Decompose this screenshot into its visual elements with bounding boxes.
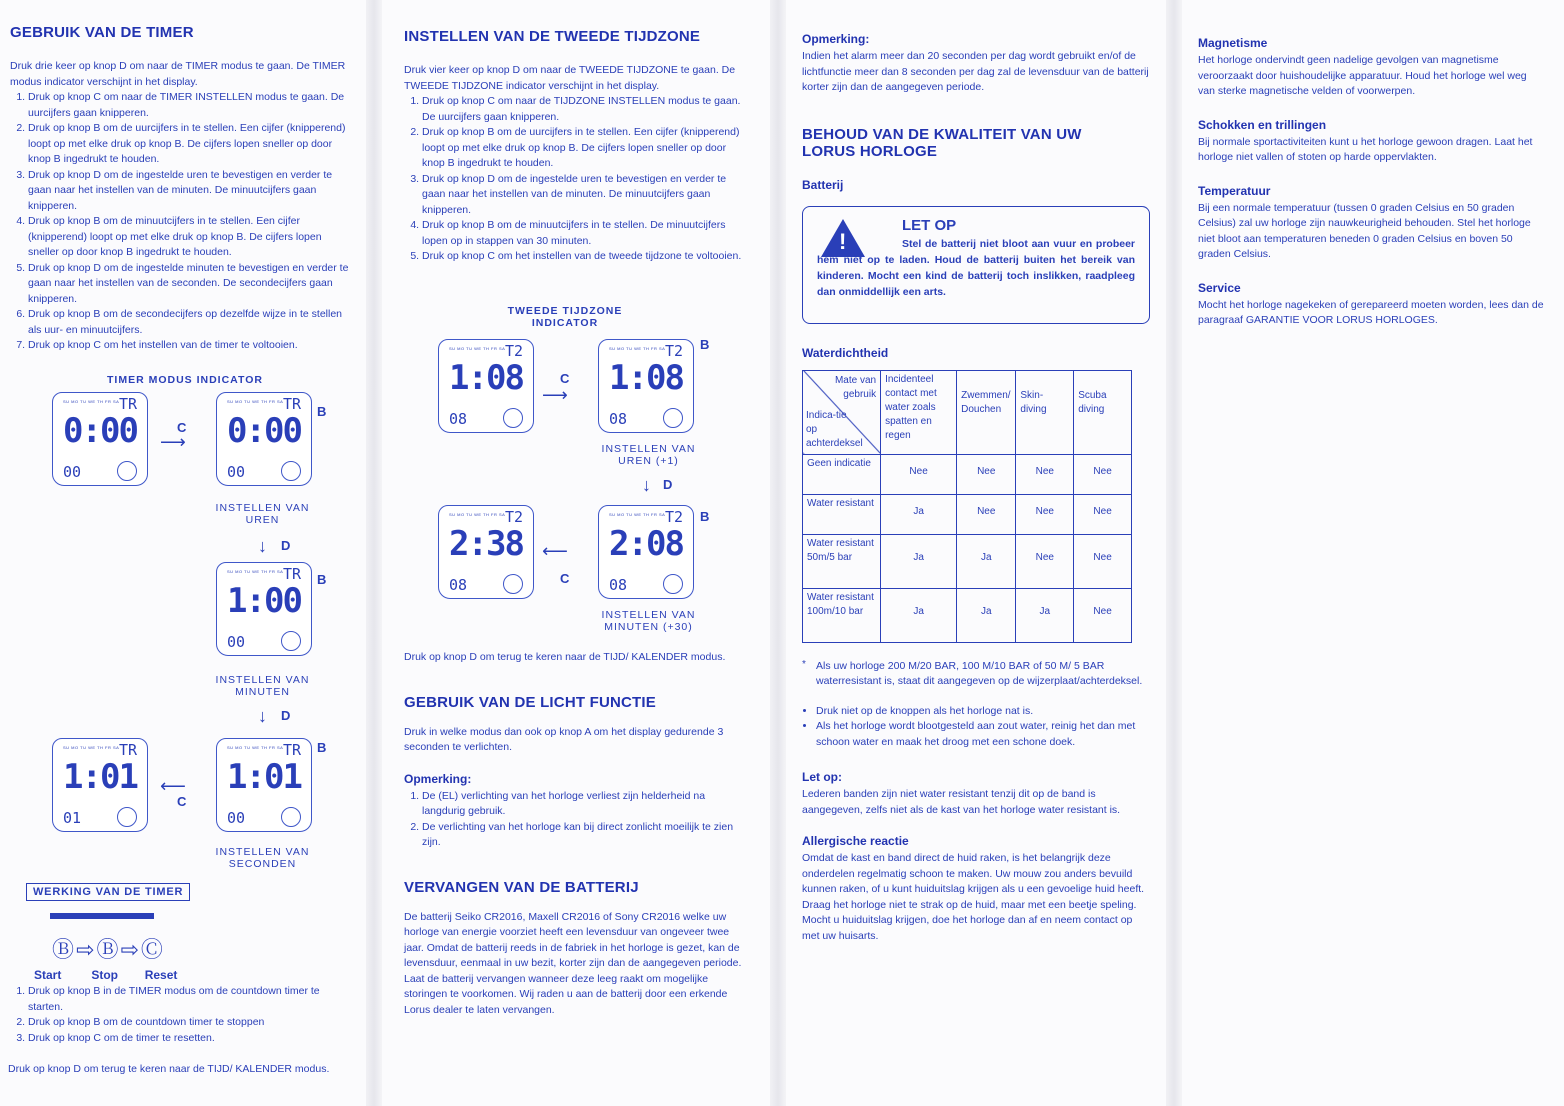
small-digits: 00 — [227, 633, 246, 651]
tijdzone-diagram — [380, 305, 770, 645]
day-indicators: SU MO TU WE TH FR SA — [227, 745, 284, 750]
arrow-right-icon: ⟶ — [542, 385, 568, 405]
watch-display — [52, 392, 148, 486]
allergie-title: Allergische reactie — [802, 834, 909, 848]
button-c-label: C — [560, 371, 570, 386]
table-cell: Ja — [881, 588, 957, 642]
tijdzone-outro: Druk op knop D om terug te keren naar de TIJD/ KALENDER modus. — [404, 651, 726, 663]
allergie-text: Omdat de kast en band direct de huid raken, is het belangrijk deze onderdelen regelmatig schoon te maken. Uw mouw zou anders bevuild kunnen raken, of u kunt huiduitslag krijgen als u een gevoelige huid heeft. Draag het horloge niet te strak op de huid, maar met een beetje speling. Mocht u huiduitslag krijgen, doe het horloge dan af en neem contact op met uw huisarts. — [802, 852, 1145, 942]
table-cell: Ja — [957, 588, 1016, 642]
sequence-labels — [34, 968, 356, 982]
dial-icon — [281, 807, 301, 827]
warning-icon: ! — [821, 219, 865, 257]
list-item: 5. Druk op knop C om het instellen van de tweede tijdzone te voltooien. — [422, 249, 750, 265]
dial-icon — [503, 408, 523, 428]
time-digits: 2:38 — [449, 524, 523, 564]
table-cell: Nee — [1074, 454, 1132, 494]
dial-icon — [281, 631, 301, 651]
button-d-label: D — [663, 477, 673, 492]
tijdzone-steps — [404, 94, 750, 265]
list-item: 2. Druk op knop B om de countdown timer te stoppen — [28, 1015, 348, 1031]
list-item: 1. Druk op knop C om naar de TIJDZONE INSTELLEN modus te gaan. De uurcijfers gaan knipperen. — [422, 94, 750, 125]
list-item: 1. Druk op knop B in de TIMER modus om de countdown timer te starten. — [28, 984, 348, 1015]
panel-kwaliteit — [780, 0, 1170, 1106]
timer-diagram — [0, 372, 365, 872]
temperatuur-text: Bij een normale temperatuur (tussen 0 graden Celsius en 50 graden Celsius) zal uw horloge zijn nauwkeurigheid behouden. Stel het horloge niet bloot aan temperaturen beneden 0 graden Celsius en boven 50 graden Celsius. — [1198, 201, 1531, 260]
arrow-right-icon: ⇨ — [120, 937, 141, 962]
button-b-label: B — [700, 509, 710, 524]
tijdzone-intro: Druk vier keer op knop D om naar de TWEEDE TIJDZONE te gaan. De TWEEDE TIJDZONE indicator verschijnt in het display. — [404, 64, 736, 92]
list-item: 2. Druk op knop B om de uurcijfers in te stellen. Een cijfer (knipperend) loopt op met elke druk op knop B. De cijfers lopen sneller op door knop B ingedrukt te houden. — [422, 125, 750, 172]
werking-section — [26, 882, 356, 982]
button-d-label: D — [281, 538, 291, 553]
letop-text: Lederen banden zijn niet water resistant tenzij dit op de band is aangegeven, zelfs niet als de kast van het horloge water resistant is. — [802, 788, 1121, 816]
warning-box — [802, 206, 1150, 324]
table-row-label: Water resistant 50m/5 bar — [803, 534, 881, 588]
button-c-label: C — [560, 571, 570, 586]
label-instellen-minuten: INSTELLEN VAN MINUTEN — [215, 674, 310, 698]
werking-steps — [10, 984, 348, 1046]
dial-icon — [281, 461, 301, 481]
table-cell: Nee — [1074, 534, 1132, 588]
time-digits: 0:00 — [227, 411, 301, 451]
list-item: 3. Druk op knop D om de ingestelde uren te bevestigen en verder te gaan naar het instellen van de minuten. De minuutcijfers gaan knipperen. — [422, 172, 750, 219]
timer-title: GEBRUIK VAN DE TIMER — [10, 24, 194, 41]
water-resistance-table — [802, 370, 1132, 643]
small-digits: 08 — [449, 576, 468, 594]
table-header-cell: Skin-diving — [1016, 370, 1074, 454]
water-bullets — [802, 704, 1150, 751]
mode-indicator: T2 — [664, 342, 683, 360]
table-header-cell: Incidenteel contact met water zoals spatten en regen — [881, 370, 957, 454]
stop-label: Stop — [91, 968, 119, 982]
small-digits: 00 — [227, 809, 246, 827]
table-cell: Nee — [1074, 588, 1132, 642]
small-digits: 08 — [449, 410, 468, 428]
schokken-text: Bij normale sportactiviteiten kunt u het horloge gewoon dragen. Laat het horloge niet vallen of stoten op harde oppervlakten. — [1198, 135, 1533, 163]
table-row-label: Geen indicatie — [803, 454, 881, 494]
dial-icon — [117, 807, 137, 827]
werking-title: WERKING VAN DE TIMER — [26, 883, 190, 901]
mode-indicator: TR — [282, 565, 301, 583]
small-digits: 01 — [63, 809, 82, 827]
table-cell: Nee — [1074, 494, 1132, 534]
day-indicators: SU MO TU WE TH FR SA — [63, 745, 120, 750]
watch-display — [438, 339, 534, 433]
mode-indicator: TR — [118, 741, 137, 759]
arrow-down-icon: ↓ — [258, 536, 267, 556]
list-item: • Druk niet op de knoppen als het horloge nat is. — [816, 704, 1150, 720]
mode-indicator: T2 — [504, 508, 523, 526]
arrow-right-icon: ⟶ — [160, 432, 186, 452]
table-cell: Ja — [1016, 588, 1074, 642]
mode-indicator: TR — [282, 741, 301, 759]
service-title: Service — [1198, 280, 1241, 295]
table-cell: Ja — [881, 534, 957, 588]
small-digits: 08 — [609, 576, 628, 594]
schokken-title: Schokken en trillingen — [1198, 117, 1327, 132]
letop-title: Let op: — [802, 770, 842, 784]
table-row — [803, 494, 1132, 534]
time-digits: 1:00 — [227, 581, 301, 621]
panel-onderhoud — [1180, 0, 1564, 1106]
licht-text: Druk in welke modus dan ook op knop A om het display gedurende 3 seconden te verlichten. — [404, 725, 724, 753]
table-row-label: Water resistant — [803, 494, 881, 534]
timer-intro: Druk drie keer op knop D om naar de TIMER modus te gaan. De TIMER modus indicator verschijnt in het display. — [10, 60, 346, 88]
watch-display — [216, 738, 312, 832]
time-digits: 2:08 — [609, 524, 683, 564]
dial-icon — [663, 408, 683, 428]
timer-steps — [10, 90, 355, 354]
table-cell: Nee — [957, 454, 1016, 494]
licht-opmerking-title: Opmerking: — [404, 771, 472, 786]
waterdichtheid-title: Waterdichtheid — [802, 345, 889, 360]
timer-indicator-label: TIMER MODUS INDICATOR — [107, 374, 263, 386]
button-c-label: C — [177, 794, 187, 809]
arrow-down-icon: ↓ — [642, 475, 651, 495]
day-indicators: SU MO TU WE TH FR SA — [63, 399, 120, 404]
list-item: 6. Druk op knop B om de secondecijfers op dezelfde wijze in te stellen als uur- en minuutcijfers. — [28, 307, 355, 338]
button-sequence — [52, 933, 356, 964]
list-item: 1. De (EL) verlichting van het horloge verliest zijn helderheid na langdurig gebruik. — [422, 789, 750, 820]
table-row — [803, 370, 1132, 454]
mode-indicator: T2 — [504, 342, 523, 360]
timer-outro: Druk op knop D om terug te keren naar de TIJD/ KALENDER modus. — [8, 1063, 330, 1075]
magnetisme-text: Het horloge ondervindt geen nadelige gevolgen van magnetisme veroorzaakt door huishoudelijke apparatuur. Houd het horloge wel weg van sterke magnetische velden of voorwerpen. — [1198, 54, 1527, 97]
table-header-cell: Zwemmen/ Douchen — [957, 370, 1016, 454]
time-digits: 1:08 — [609, 358, 683, 398]
button-b-label: B — [700, 337, 710, 352]
label-instellen-uren: INSTELLEN VAN UREN (+1) — [601, 443, 696, 467]
button-b-label: B — [317, 740, 327, 755]
dial-icon — [503, 574, 523, 594]
warning-title: LET OP — [902, 216, 957, 234]
temperatuur-title: Temperatuur — [1198, 183, 1271, 198]
day-indicators: SU MO TU WE TH FR SA — [449, 346, 506, 351]
tijdzone-title: INSTELLEN VAN DE TWEEDE TIJDZONE — [404, 28, 701, 45]
reset-label: Reset — [144, 968, 178, 982]
batterij-subtitle: Batterij — [802, 177, 844, 192]
watch-display — [598, 339, 694, 433]
corner-bottom-label: Indica-tie op achterdeksel — [806, 409, 863, 449]
table-cell: Nee — [881, 454, 957, 494]
water-note — [802, 659, 1150, 690]
arrow-left-icon: ⟵ — [542, 541, 568, 561]
time-digits: 0:00 — [63, 411, 137, 451]
list-item: 2. Druk op knop B om de uurcijfers in te stellen. Een cijfer (knipperend) loopt op met elke druk op knop B. De cijfers lopen sneller op door knop B ingedrukt te houden. — [28, 121, 355, 168]
batterij-text: De batterij Seiko CR2016, Maxell CR2016 of Sony CR2016 welke uw horloge van energie voorziet heeft een levensduur van ongeveer twee jaar. Omdat de batterij reeds in de fabriek in het horloge is gezet, kan de levensduur, eenmaal in uw bezit, korter zijn dan de aangegeven periode. Laat de batterij vervangen wanneer deze leeg raakt om mogelijke storingen te voorkomen. Wij raden u aan de batterij door een erkende Lorus dealer te laten vervangen. — [404, 910, 742, 1016]
licht-opmerking-steps — [404, 789, 750, 851]
day-indicators: SU MO TU WE TH FR SA — [227, 569, 284, 574]
list-item: 7. Druk op knop C om het instellen van de timer te voltooien. — [28, 338, 355, 354]
water-note-text: Als uw horloge 200 M/20 BAR, 100 M/10 BAR of 50 M/ 5 BAR waterresistant is, staat dit aangegeven op de wijzerplaat/achterdeksel. — [816, 659, 1143, 687]
button-c-icon: Ⓒ — [140, 937, 165, 962]
watch-display — [598, 505, 694, 599]
button-d-label: D — [281, 708, 291, 723]
table-header-cell: Scuba diving — [1074, 370, 1132, 454]
day-indicators: SU MO TU WE TH FR SA — [609, 346, 666, 351]
small-digits: 08 — [609, 410, 628, 428]
list-item: 4. Druk op knop B om de minuutcijfers in te stellen. De minuutcijfers lopen op in stappen van 30 minuten. — [422, 218, 750, 249]
time-digits: 1:01 — [227, 757, 301, 797]
button-c-label: C — [177, 420, 187, 435]
panel-timer — [0, 0, 365, 1106]
batterij-opmerking-title: Opmerking: — [802, 32, 870, 46]
button-b-icon: Ⓑ — [96, 937, 121, 962]
licht-title: GEBRUIK VAN DE LICHT FUNCTIE — [404, 693, 656, 711]
batterij-opmerking-text: Indien het alarm meer dan 20 seconden per dag wordt gebruikt en/of de lichtfunctie meer dan 8 seconden per dag zal de levensduur van de batterij korter zijn dan de aangegeven periode. — [802, 50, 1149, 93]
table-row — [803, 454, 1132, 494]
watch-display — [216, 392, 312, 486]
table-row-label: Water resistant 100m/10 bar — [803, 588, 881, 642]
list-item: 3. Druk op knop C om de timer te resetten. — [28, 1031, 348, 1047]
table-cell: Nee — [1016, 534, 1074, 588]
magnetisme-title: Magnetisme — [1198, 36, 1268, 50]
button-b-label: B — [317, 572, 327, 587]
list-item: 5. Druk op knop D om de ingestelde minuten te bevestigen en verder te gaan naar het instellen van de seconden. De secondecijfers gaan knipperen. — [28, 261, 355, 308]
watch-display — [52, 738, 148, 832]
list-item: 3. Druk op knop D om de ingestelde uren te bevestigen en verder te gaan naar het instellen van de minuten. De minuutcijfers gaan knipperen. — [28, 168, 355, 215]
tijdzone-indicator-label: TWEEDE TIJDZONE INDICATOR — [507, 305, 623, 329]
batterij-title: VERVANGEN VAN DE BATTERIJ — [404, 878, 639, 896]
label-instellen-minuten: INSTELLEN VAN MINUTEN (+30) — [601, 609, 696, 633]
time-digits: 1:08 — [449, 358, 523, 398]
table-cell: Nee — [1016, 494, 1074, 534]
table-row — [803, 534, 1132, 588]
panel-tweede-tijdzone — [380, 0, 770, 1106]
asterisk-icon: * — [802, 658, 806, 670]
list-item: 1. Druk op knop C om naar de TIMER INSTELLEN modus te gaan. De uurcijfers gaan knipperen. — [28, 90, 355, 121]
arrow-right-icon: ⇨ — [76, 937, 97, 962]
table-cell: Ja — [881, 494, 957, 534]
button-b-label: B — [317, 404, 327, 419]
day-indicators: SU MO TU WE TH FR SA — [609, 512, 666, 517]
table-corner-cell — [803, 370, 881, 454]
tijdzone-lower — [404, 650, 750, 1018]
list-item: 2. De verlichting van het horloge kan bij direct zonlicht moeilijk te zien zijn. — [422, 820, 750, 851]
table-cell: Ja — [957, 534, 1016, 588]
small-digits: 00 — [63, 463, 82, 481]
label-instellen-seconden: INSTELLEN VAN SECONDEN — [215, 846, 310, 870]
list-item: • Als het horloge wordt blootgesteld aan zout water, reinig het dan met schoon water en maak het droog met een schone doek. — [816, 719, 1150, 750]
service-text: Mocht het horloge nagekeken of gerepareerd moeten worden, lees dan de paragraaf GARANTIE VOOR LORUS HORLOGES. — [1198, 298, 1544, 326]
label-instellen-uren: INSTELLEN VAN UREN — [215, 502, 310, 526]
day-indicators: SU MO TU WE TH FR SA — [227, 399, 284, 404]
kwaliteit-title: BEHOUD VAN DE KWALITEIT VAN UW LORUS HORLOGE — [802, 125, 1082, 160]
table-cell: Nee — [957, 494, 1016, 534]
mode-indicator: TR — [118, 395, 137, 413]
small-digits: 00 — [227, 463, 246, 481]
day-indicators: SU MO TU WE TH FR SA — [449, 512, 506, 517]
mode-indicator: T2 — [664, 508, 683, 526]
dial-icon — [663, 574, 683, 594]
button-b-icon: Ⓑ — [52, 937, 77, 962]
dial-icon — [117, 461, 137, 481]
werking-bar — [50, 913, 154, 919]
mode-indicator: TR — [282, 395, 301, 413]
watch-display — [216, 562, 312, 656]
watch-display — [438, 505, 534, 599]
arrow-left-icon: ⟵ — [160, 776, 186, 796]
start-label: Start — [34, 968, 62, 982]
arrow-down-icon: ↓ — [258, 706, 267, 726]
warning-text: Stel de batterij niet bloot aan vuur en probeer hem niet op te laden. Houd de batterij buiten het bereik van kinderen. Mocht een kind de batterij toch inslikken, raadpleeg dan onmiddellijk een arts. — [817, 237, 1135, 298]
list-item: 4. Druk op knop B om de minuutcijfers in te stellen. Een cijfer (knipperend) loopt op met elke druk op knop B. De cijfers lopen sneller op door knop B ingedrukt te houden. — [28, 214, 355, 261]
table-cell: Nee — [1016, 454, 1074, 494]
corner-top-label: Mate van gebruik — [834, 374, 877, 400]
time-digits: 1:01 — [63, 757, 137, 797]
table-row — [803, 588, 1132, 642]
